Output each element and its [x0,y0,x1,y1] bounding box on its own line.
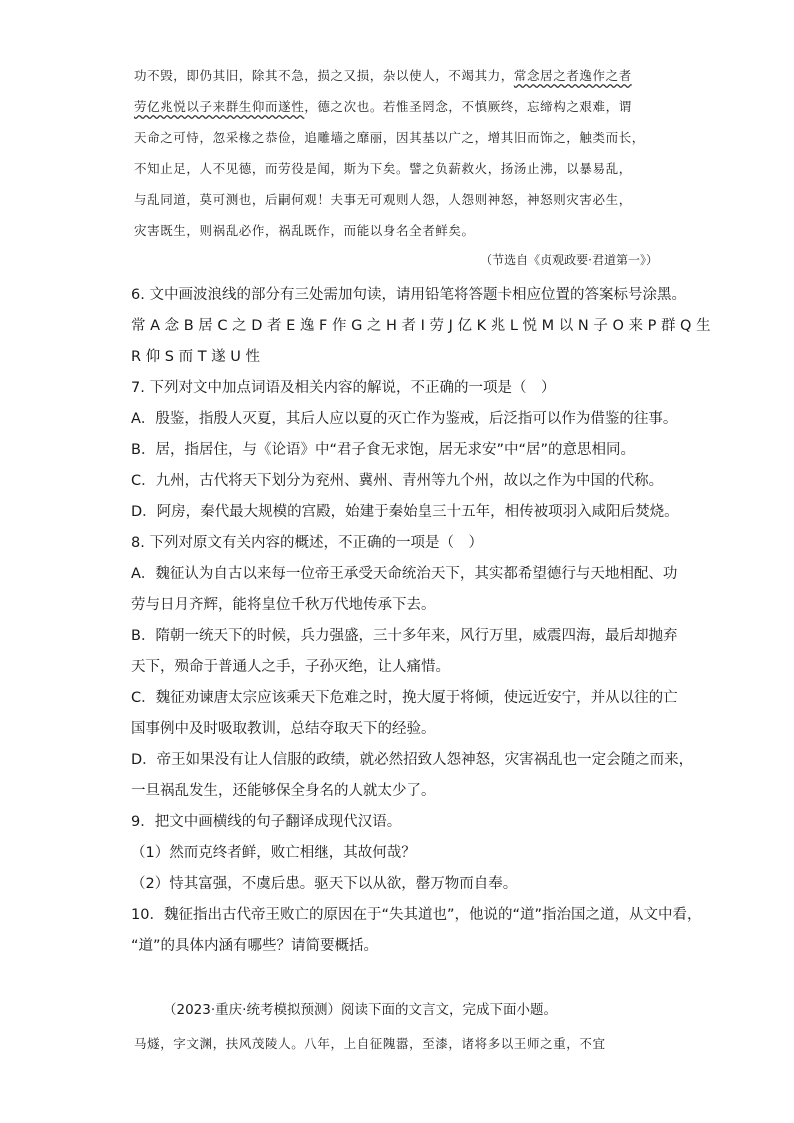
q8-option-a-cont: 劳与日月齐辉，能将皇位千秋万代地传承下去。 [131,597,436,613]
question-7 [131,373,679,528]
passage-text: 功不毁，即仍其旧，除其不急，损之又损，杂以使人，不竭其力， [134,68,514,83]
passage-line-3: 天命之可恃，忽采椽之恭俭，追雕墙之靡丽，因其基以广之，增其旧而饰之，触类而长， [134,130,645,145]
q8-option-b-cont: 天下，殒命于普通人之手，子孙灭绝，让人痛惜。 [131,659,450,675]
q8-option-a: A．魏征认为自古以来每一位帝王承受天命统治天下，其实都希望德行与天地相配、功 [131,566,678,582]
q8-option-d-cont: 一旦祸乱发生，还能够保全身名的人就太少了。 [131,783,436,799]
passage-source: （节选自《贞观政要·君道第一》） [480,253,658,267]
question-8 [131,528,694,807]
q8-option-c-cont: 国事例中及时吸取教训，总结夺取天下的经验。 [131,721,436,737]
passage-line-5: 与乱同道，莫可测也，后嗣何观！夫事无可观则人怨，人怨则神怒，神怒则灾害必生， [134,192,632,207]
q7-option-d: D．阿房，秦代最大规模的宫殿，始建于秦始皇三十五年，相传被项羽入咸阳后焚烧。 [131,504,679,520]
passage-text: ，德之次也。若惟圣罔念，不慎厥终，忘缔构之艰难，谓 [304,99,632,114]
passage-line-1 [134,60,664,91]
next-section-intro: （2023·重庆·统考模拟预测）阅读下面的文言文，完成下面小题。 [163,1002,557,1018]
q9-sentence-1: （1）然而克终者鲜，败亡相继，其故何哉？ [131,845,416,861]
q9-sentence-2: （2）恃其富强，不虞后患。驱天下以从欲，罄万物而自奉。 [131,876,518,892]
q7-option-c: C．九州，古代将天下划分为兖州、冀州、青州等九个州，故以之作为中国的代称。 [131,473,664,489]
q7-stem: 7. 下列对文中加点词语及相关内容的解说，不正确的一项是（ ） [131,380,556,396]
q6-stem: 6. 文中画波浪线的部分有三处需加句读，请用铅笔将答题卡相应位置的答案标号涂黑。 [131,287,686,303]
classical-passage [134,60,664,246]
question-9 [131,807,665,900]
q10-stem: 10．魏征指出古代帝王败亡的原因在于“失其道也”，他说的“道”指治国之道，从文中看， [131,907,702,923]
q6-options-cont: R 仰 S 而 T 遂 U 性 [131,349,261,365]
q8-option-b: B．隋朝一统天下的时候，兵力强盛，三十多年来，风行万里，威震四海，最后却抛弃 [131,628,678,644]
q6-options: 常 A 念 B 居 C 之 D 者 E 逸 F 作 G 之 H 者 I 劳 J 亿 K 兆 L 悦 M 以 N 子 O 来 P 群 Q 生 [131,318,711,334]
next-passage-first-line: 马燧，字文渊，扶风茂陵人。八年，上自征隗嚣，至漆，诸将多以王师之重，不宜 [134,1036,606,1051]
q7-option-b: B．居，指居住，与《论语》中“君子食无求饱，居无求安”中“居”的意思相同。 [131,442,635,458]
q8-stem: 8. 下列对原文有关内容的概述，不正确的一项是（ ） [131,535,483,551]
wavy-underline-text: 劳亿兆悦以子来群生仰而遂性 [134,99,305,114]
passage-line-6: 灾害既生，则祸乱必作，祸乱既作，而能以身名全者鲜矣。 [134,223,475,238]
q10-stem-cont: “道”的具体内涵有哪些？请简要概括。 [131,938,379,954]
question-6 [131,280,711,373]
q9-stem: 9．把文中画横线的句子翻译成现代汉语。 [131,814,402,830]
question-10 [131,900,702,962]
q8-option-d: D．帝王如果没有让人信服的政绩，就必然招致人怨神怒，灾害祸乱也一定会随之而来， [131,752,694,768]
passage-line-2 [134,91,664,122]
q7-option-a: A．殷鉴，指殷人灭夏，其后人应以夏的灭亡作为鉴戒，后泛指可以作为借鉴的往事。 [131,411,678,427]
q8-option-c: C．魏征劝谏唐太宗应该乘天下危难之时，挽大厦于将倾，使远近安宁，并从以往的亡 [131,690,678,706]
wavy-underline-text: 常念居之者逸作之者 [513,68,632,83]
passage-line-4: 不知止足，人不见德，而劳役是闻，斯为下矣。譬之负薪救火，扬汤止沸，以暴易乱， [134,161,632,176]
